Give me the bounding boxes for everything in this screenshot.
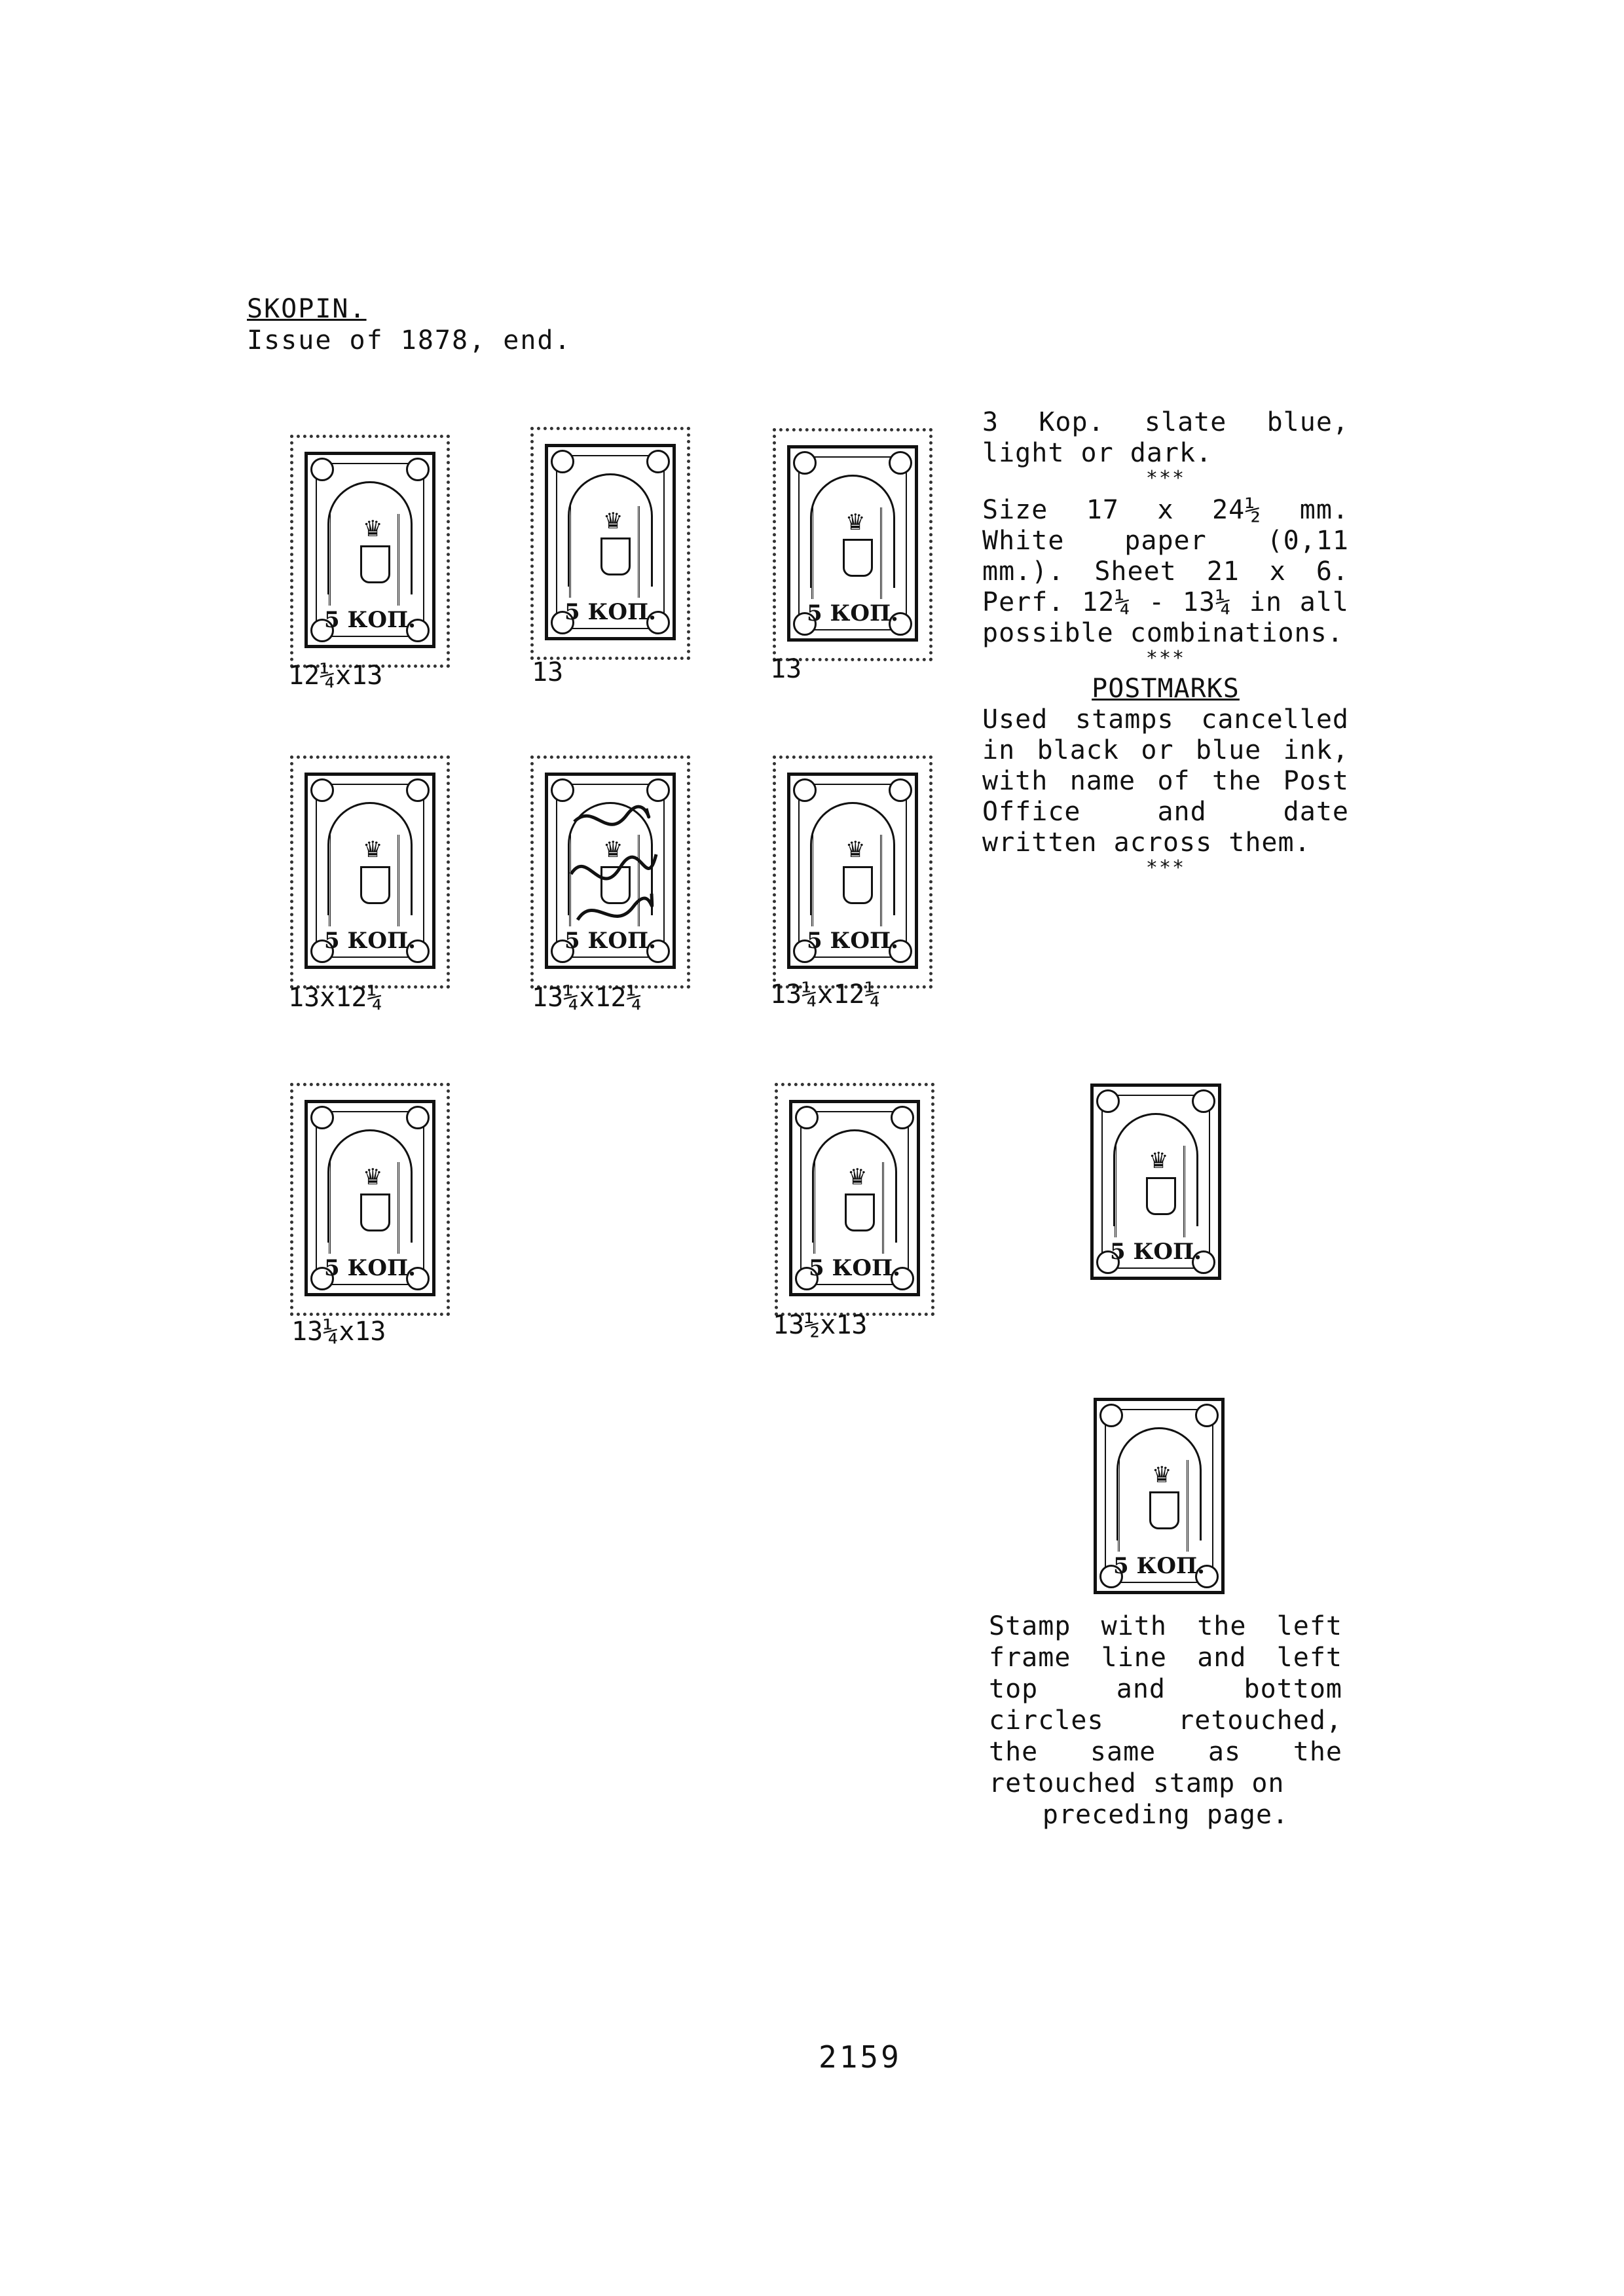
- perforation-label: 13¼x12¼: [770, 979, 881, 1010]
- description-column: [982, 407, 1349, 878]
- stamp-value: 5 КОП.: [324, 928, 416, 954]
- stamp-image: [545, 444, 676, 640]
- postmarks-heading: POSTMARKS: [1092, 674, 1240, 704]
- perforation-label: 13: [770, 654, 802, 684]
- postmarks-text: Used stamps cancelled in black or blue ink, with name of the Post Office and date written across them.: [982, 704, 1349, 858]
- stamp-image: [304, 1100, 435, 1296]
- stamp-value: 5 КОП.: [1113, 1553, 1205, 1579]
- stamp-value: 5 КОП.: [809, 1255, 900, 1281]
- stamp-frame: [1094, 1398, 1225, 1594]
- stamp-value: 5 КОП.: [324, 607, 416, 633]
- retouched-stamp-image: [1094, 1398, 1225, 1594]
- crown-icon: ♛: [847, 1164, 868, 1190]
- retouch-note: [989, 1611, 1342, 1831]
- shield-icon: [360, 545, 390, 583]
- shield-icon: [843, 866, 873, 904]
- perforation-label: 12¼x13: [288, 661, 383, 691]
- stamp-value: 5 КОП.: [807, 600, 898, 627]
- shield-icon: [845, 1194, 875, 1231]
- stamp-value: 5 КОП.: [324, 1255, 416, 1281]
- stamp-image: [787, 773, 918, 969]
- retouch-note-last-line: preceding page.: [1042, 1800, 1289, 1830]
- shield-icon: [600, 538, 631, 575]
- stamp-image: [787, 445, 918, 642]
- stamp-frame: [787, 773, 918, 969]
- page-heading: [247, 293, 572, 356]
- crown-icon: ♛: [845, 509, 866, 536]
- stamp-frame: [787, 445, 918, 642]
- separator-stars: ***: [1145, 856, 1186, 879]
- crown-icon: ♛: [1149, 1148, 1169, 1174]
- crown-icon: ♛: [1152, 1462, 1172, 1488]
- stamp-frame: [304, 452, 435, 648]
- shield-icon: [360, 1194, 390, 1231]
- perforation-label: 13½x13: [773, 1310, 868, 1340]
- crown-icon: ♛: [603, 508, 623, 534]
- stamp-frame: [545, 773, 676, 969]
- stamp-value: 5 КОП.: [564, 928, 656, 954]
- crown-icon: ♛: [603, 837, 623, 863]
- page-title: SKOPIN.: [247, 294, 367, 324]
- perforation-label: 13¼x12¼: [532, 983, 642, 1013]
- shield-icon: [1149, 1491, 1179, 1529]
- perforation-label: 13x12¼: [288, 983, 383, 1013]
- stamp-frame: [789, 1100, 920, 1296]
- stamp-value: 5 КОП.: [564, 599, 656, 625]
- page-number: 2159: [819, 2039, 902, 2075]
- page-subtitle: Issue of 1878, end.: [247, 325, 572, 355]
- stamp-frame: [304, 1100, 435, 1296]
- stamp-frame: [545, 444, 676, 640]
- crown-icon: ♛: [363, 516, 383, 542]
- perforation-label: 13: [532, 657, 564, 687]
- stamp-image: [789, 1100, 920, 1296]
- separator-stars: ***: [1145, 467, 1186, 490]
- stamp-image: [1090, 1084, 1221, 1280]
- crown-icon: ♛: [363, 1164, 383, 1190]
- stamp-value: 5 КОП.: [1110, 1239, 1202, 1265]
- separator-stars: ***: [1145, 647, 1186, 670]
- manuscript-cancel: [568, 795, 659, 939]
- specifications: Size 17 x 24½ mm. White paper (0,11 mm.). Sheet 21 x 6. Perf. 12¼ - 13¼ in all possible combinations.: [982, 495, 1349, 648]
- crown-icon: ♛: [845, 837, 866, 863]
- stamp-image: [545, 773, 676, 969]
- stamp-frame: [304, 773, 435, 969]
- shield-icon: [1146, 1177, 1176, 1215]
- shield-icon: [360, 866, 390, 904]
- stamp-frame: [1090, 1084, 1221, 1280]
- crown-icon: ♛: [363, 837, 383, 863]
- perforation-label: 13¼x13: [291, 1317, 386, 1347]
- stamp-image: [304, 452, 435, 648]
- shield-icon: [843, 539, 873, 577]
- retouch-note-body: Stamp with the left frame line and left top and bottom circles retouched, the same as the retouched stamp on: [989, 1611, 1342, 1798]
- stamp-value: 5 КОП.: [807, 928, 898, 954]
- colour-description: 3 Kop. slate blue, light or dark.: [982, 407, 1349, 468]
- stamp-image: [304, 773, 435, 969]
